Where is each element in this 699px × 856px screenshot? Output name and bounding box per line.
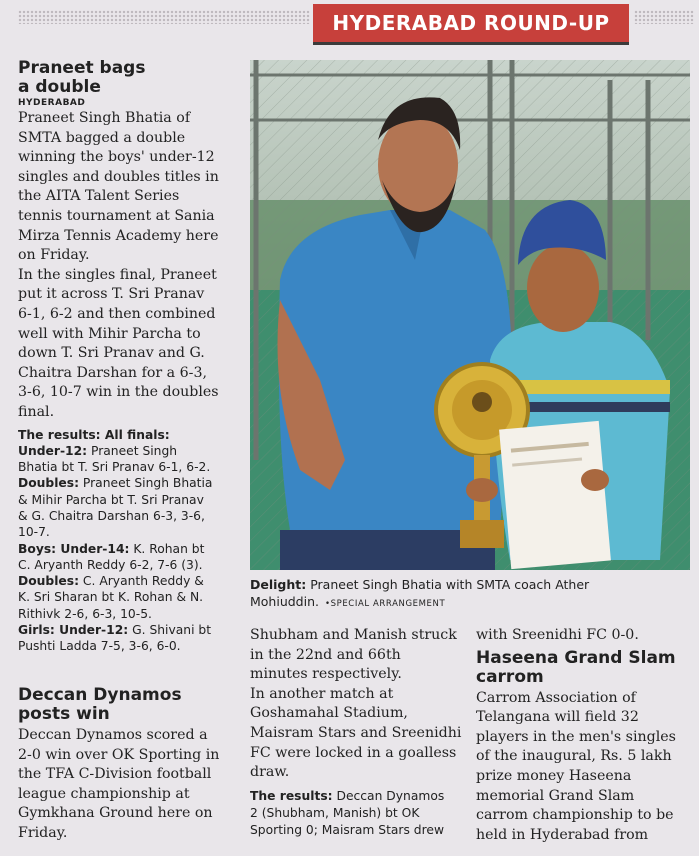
article-praneet-body xyxy=(18,109,243,423)
headline-praneet-line1: Praneet bags xyxy=(18,58,146,78)
result-text: & G. Chaitra Darshan 6-3, 3-6, xyxy=(18,508,205,523)
article-praneet-line: tennis tournament at Sania xyxy=(18,207,215,224)
headline-deccan-line1: Deccan Dynamos xyxy=(18,685,182,705)
results-label-football: The results: xyxy=(250,788,333,803)
results-block-tennis xyxy=(18,427,243,655)
result-text: K. Sri Sharan bt K. Rohan & N. xyxy=(18,590,204,605)
caption-label: Delight: xyxy=(250,577,307,592)
result-line xyxy=(18,638,243,654)
photo-credit: •SPECIAL ARRANGEMENT xyxy=(325,599,446,609)
result-category: Doubles: xyxy=(18,476,80,491)
article-deccan-line: Friday. xyxy=(18,824,68,841)
article-praneet-line: Chaitra Darshan for a 6-3, xyxy=(18,364,207,381)
result-category: Doubles: xyxy=(18,574,80,589)
result-text: C. Aryanth Reddy 6-2, 7-6 (3). xyxy=(18,557,203,572)
article-deccan-col2-line: Maisram Stars and Sreenidhi xyxy=(250,724,462,741)
result-text: 10-7. xyxy=(18,525,50,540)
article-praneet-line: the AITA Talent Series xyxy=(18,188,180,205)
result-line xyxy=(18,459,243,475)
article-praneet-line: winning the boys' under-12 xyxy=(18,149,215,166)
article-carrom-line: memorial Grand Slam xyxy=(476,787,635,804)
article-praneet-line: 3-6, 10-7 win in the doubles xyxy=(18,384,219,401)
result-line xyxy=(18,606,243,622)
results-list-tennis xyxy=(18,443,243,655)
caption-text-line2: Mohiuddin. xyxy=(250,594,319,609)
result-text: Rithivk 2-6, 6-3, 10-5. xyxy=(18,606,152,621)
result-text: & Mihir Parcha bt T. Sri Pranav xyxy=(18,492,204,507)
article-carrom-line: Carrom Association of xyxy=(476,689,636,706)
result-line xyxy=(18,475,243,491)
article-praneet-line: Praneet Singh Bhatia of xyxy=(18,110,191,126)
article-deccan-col2-line: Goshamahal Stadium, xyxy=(250,705,408,722)
result-text: Bhatia bt T. Sri Pranav 6-1, 6-2. xyxy=(18,460,211,475)
result-line xyxy=(18,557,243,573)
article-deccan-col2-line: in the 22nd and 66th xyxy=(250,646,401,663)
headline-carrom-line1: Haseena Grand Slam xyxy=(476,647,676,668)
results-football-line-1: Deccan Dynamos xyxy=(332,788,445,803)
result-line xyxy=(18,589,243,605)
article-praneet-line: SMTA bagged a double xyxy=(18,129,186,146)
article-deccan-body-col2 xyxy=(250,626,465,783)
article-deccan-line: the TFA C-Division football xyxy=(18,766,212,783)
article-carrom-line: of the inaugural, Rs. 5 lakh xyxy=(476,748,672,765)
photo-illustration xyxy=(250,60,690,570)
article-deccan-line: Gymkhana Ground here on xyxy=(18,805,213,822)
result-line xyxy=(18,622,243,638)
article-praneet-line: down T. Sri Pranav and G. xyxy=(18,345,205,362)
news-photo xyxy=(250,60,690,570)
article-carrom-body xyxy=(476,689,696,846)
result-text: Praneet Singh xyxy=(87,443,178,458)
article-deccan xyxy=(18,686,243,844)
article-deccan-col2-line: FC were locked in a goalless xyxy=(250,744,457,761)
article-carrom-line: carrom championship to be xyxy=(476,807,674,824)
article-carrom-line: held in Hyderabad from xyxy=(476,826,649,843)
article-carrom xyxy=(476,626,696,845)
headline-deccan-line2: posts win xyxy=(18,704,110,724)
article-deccan-col2-line: draw. xyxy=(250,764,290,781)
article-praneet-line: Mirza Tennis Academy here xyxy=(18,227,219,244)
result-line xyxy=(18,524,243,540)
article-praneet-line: final. xyxy=(18,403,55,420)
caption-text-line1: Praneet Singh Bhatia with SMTA coach Ather xyxy=(306,577,590,592)
decorative-dot-rule-left xyxy=(18,10,310,24)
result-line xyxy=(18,492,243,508)
section-banner: HYDERABAD ROUND-UP xyxy=(313,4,629,45)
article-deccan-continuation: with Sreenidhi FC 0-0. xyxy=(476,627,639,643)
result-category: Boys: Under-14: xyxy=(18,541,130,556)
dateline: HYDERABAD xyxy=(18,98,86,108)
article-praneet-line: In the singles final, Praneet xyxy=(18,266,217,283)
result-text: Pushti Ladda 7-5, 3-6, 6-0. xyxy=(18,639,181,654)
article-praneet-line: well with Mihir Parcha to xyxy=(18,325,201,342)
result-line xyxy=(18,541,243,557)
headline-carrom-line2: carrom xyxy=(476,666,544,687)
article-praneet xyxy=(18,59,243,655)
decorative-dot-rule-right xyxy=(634,10,694,24)
result-text: K. Rohan bt xyxy=(129,541,205,556)
article-carrom-line: Telangana will field 32 xyxy=(476,709,639,726)
result-category: Under-12: xyxy=(18,443,88,458)
result-line xyxy=(18,443,243,459)
article-carrom-line: prize money Haseena xyxy=(476,767,632,784)
article-deccan-col2-line: Shubham and Manish struck xyxy=(250,627,457,643)
result-text: G. Shivani bt xyxy=(128,623,212,638)
article-deccan-col2-line: minutes respectively. xyxy=(250,666,402,683)
photo-caption xyxy=(250,576,690,613)
results-heading-tennis: The results: All finals: xyxy=(18,427,170,442)
results-football-line-3: Sporting 0; Maisram Stars drew xyxy=(250,822,445,837)
article-praneet-line: singles and doubles titles in xyxy=(18,168,219,185)
article-praneet-line: 6-1, 6-2 and then combined xyxy=(18,305,216,322)
article-deccan-body xyxy=(18,726,243,844)
headline-praneet-line2: a double xyxy=(18,77,101,97)
article-deccan-line: league championship at xyxy=(18,785,190,802)
results-block-football xyxy=(250,788,465,839)
result-text: C. Aryanth Reddy & xyxy=(79,574,204,589)
article-deccan-continued xyxy=(250,626,465,839)
article-praneet-line: put it across T. Sri Pranav xyxy=(18,286,205,303)
result-line xyxy=(18,508,243,524)
article-deccan-line: 2-0 win over OK Sporting in xyxy=(18,746,220,763)
results-football-line-2: 2 (Shubham, Manish) bt OK xyxy=(250,805,420,820)
result-text: Praneet Singh Bhatia xyxy=(79,476,213,491)
result-category: Girls: Under-12: xyxy=(18,623,129,638)
article-deccan-col2-line: In another match at xyxy=(250,685,394,702)
article-praneet-line: on Friday. xyxy=(18,247,90,264)
result-line xyxy=(18,573,243,589)
article-carrom-line: players in the men's singles xyxy=(476,728,676,745)
article-deccan-line: Deccan Dynamos scored a xyxy=(18,727,208,743)
